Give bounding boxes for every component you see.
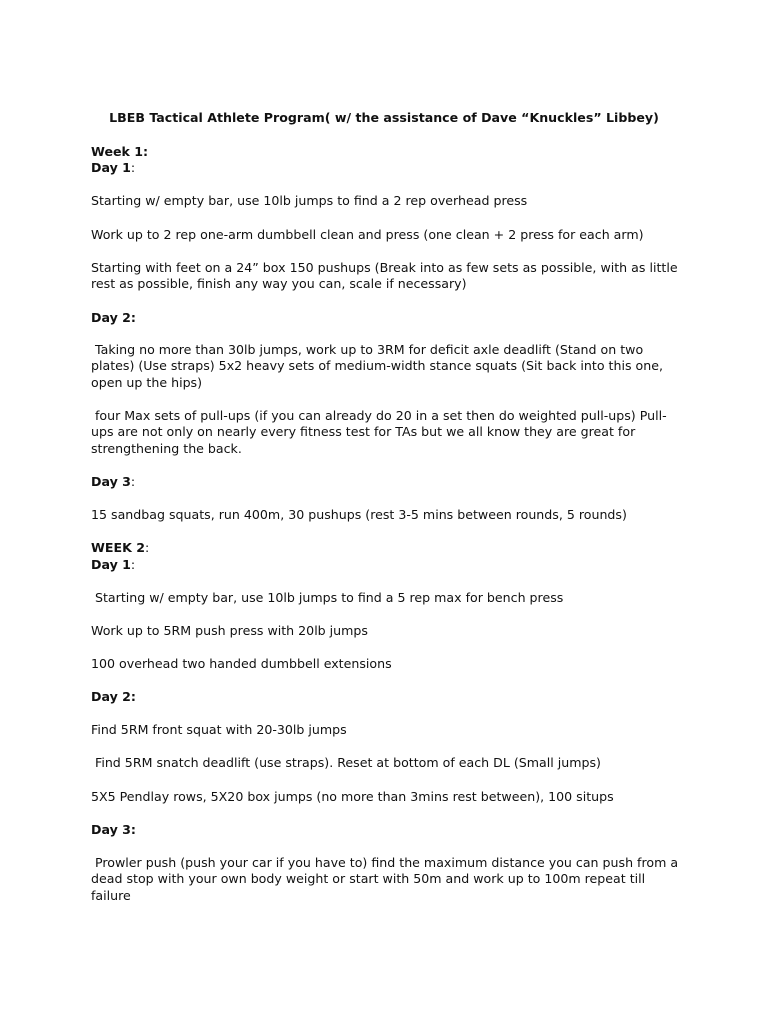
week1-day2-heading: Day 2: — [91, 310, 136, 325]
week2-day1-colon: : — [130, 557, 136, 572]
week2-day2-heading: Day 2: — [91, 689, 136, 704]
week2-day2-item: 5X5 Pendlay rows, 5X20 box jumps (no more than 3mins rest between), 100 situps — [91, 789, 614, 804]
week1-day3-heading — [91, 474, 135, 491]
week2-day1-heading — [91, 557, 135, 574]
week2-day3-heading: Day 3: — [91, 822, 136, 837]
week2-day3-item: Prowler push (push your car if you have to) find the maximum distance you can push from a — [91, 855, 679, 870]
week1-day1-item: Work up to 2 rep one-arm dumbbell clean and press (one clean + 2 press for each arm) — [91, 227, 644, 242]
week2-heading-label: WEEK 2 — [91, 540, 146, 555]
week2-day1-label: Day 1 — [91, 557, 131, 572]
week1-day3-label: Day 3 — [91, 474, 131, 489]
week2-day3-item: dead stop with your own body weight or start with 50m and work up to 100m repeat till — [91, 871, 646, 886]
week1-day1-label: Day 1 — [91, 160, 131, 175]
week2-day3-item: failure — [91, 888, 131, 903]
week1-day1-item: Starting w/ empty bar, use 10lb jumps to find a 2 rep overhead press — [91, 193, 528, 208]
week2-day2-item: Find 5RM front squat with 20-30lb jumps — [91, 722, 347, 737]
week1-day3-colon: : — [130, 474, 136, 489]
week1-day2-item: four Max sets of pull-ups (if you can already do 20 in a set then do weighted pull-ups) Pull- — [91, 408, 667, 423]
document-title: LBEB Tactical Athlete Program( w/ the assistance of Dave “Knuckles” Libbey) — [109, 110, 659, 125]
week1-day1-item: Starting with feet on a 24” box 150 pushups (Break into as few sets as possible, with as little — [91, 260, 678, 275]
week2-day1-item: Work up to 5RM push press with 20lb jumps — [91, 623, 368, 638]
week2-day1-item: 100 overhead two handed dumbbell extensions — [91, 656, 392, 671]
week2-heading-colon: : — [145, 540, 150, 555]
week1-day1-item: rest as possible, finish any way you can, scale if necessary) — [91, 276, 467, 291]
week1-heading: Week 1: — [91, 144, 149, 159]
week1-day1-colon: : — [130, 160, 136, 175]
week1-day2-item: Taking no more than 30lb jumps, work up to 3RM for deficit axle deadlift (Stand on two — [91, 342, 644, 357]
week1-day2-item: strengthening the back. — [91, 441, 242, 456]
week1-day1-heading — [91, 160, 135, 177]
week1-day2-item: plates) (Use straps) 5x2 heavy sets of medium-width stance squats (Sit back into this one, — [91, 358, 663, 373]
week1-day2-item: ups are not only on nearly every fitness test for TAs but we all know they are great for — [91, 424, 636, 439]
week2-heading — [91, 540, 149, 557]
week1-day2-item: open up the hips) — [91, 375, 203, 390]
week2-day1-item: Starting w/ empty bar, use 10lb jumps to find a 5 rep max for bench press — [91, 590, 564, 605]
week1-day3-item: 15 sandbag squats, run 400m, 30 pushups (rest 3-5 mins between rounds, 5 rounds) — [91, 507, 627, 522]
week2-day2-item: Find 5RM snatch deadlift (use straps). Reset at bottom of each DL (Small jumps) — [91, 755, 601, 770]
